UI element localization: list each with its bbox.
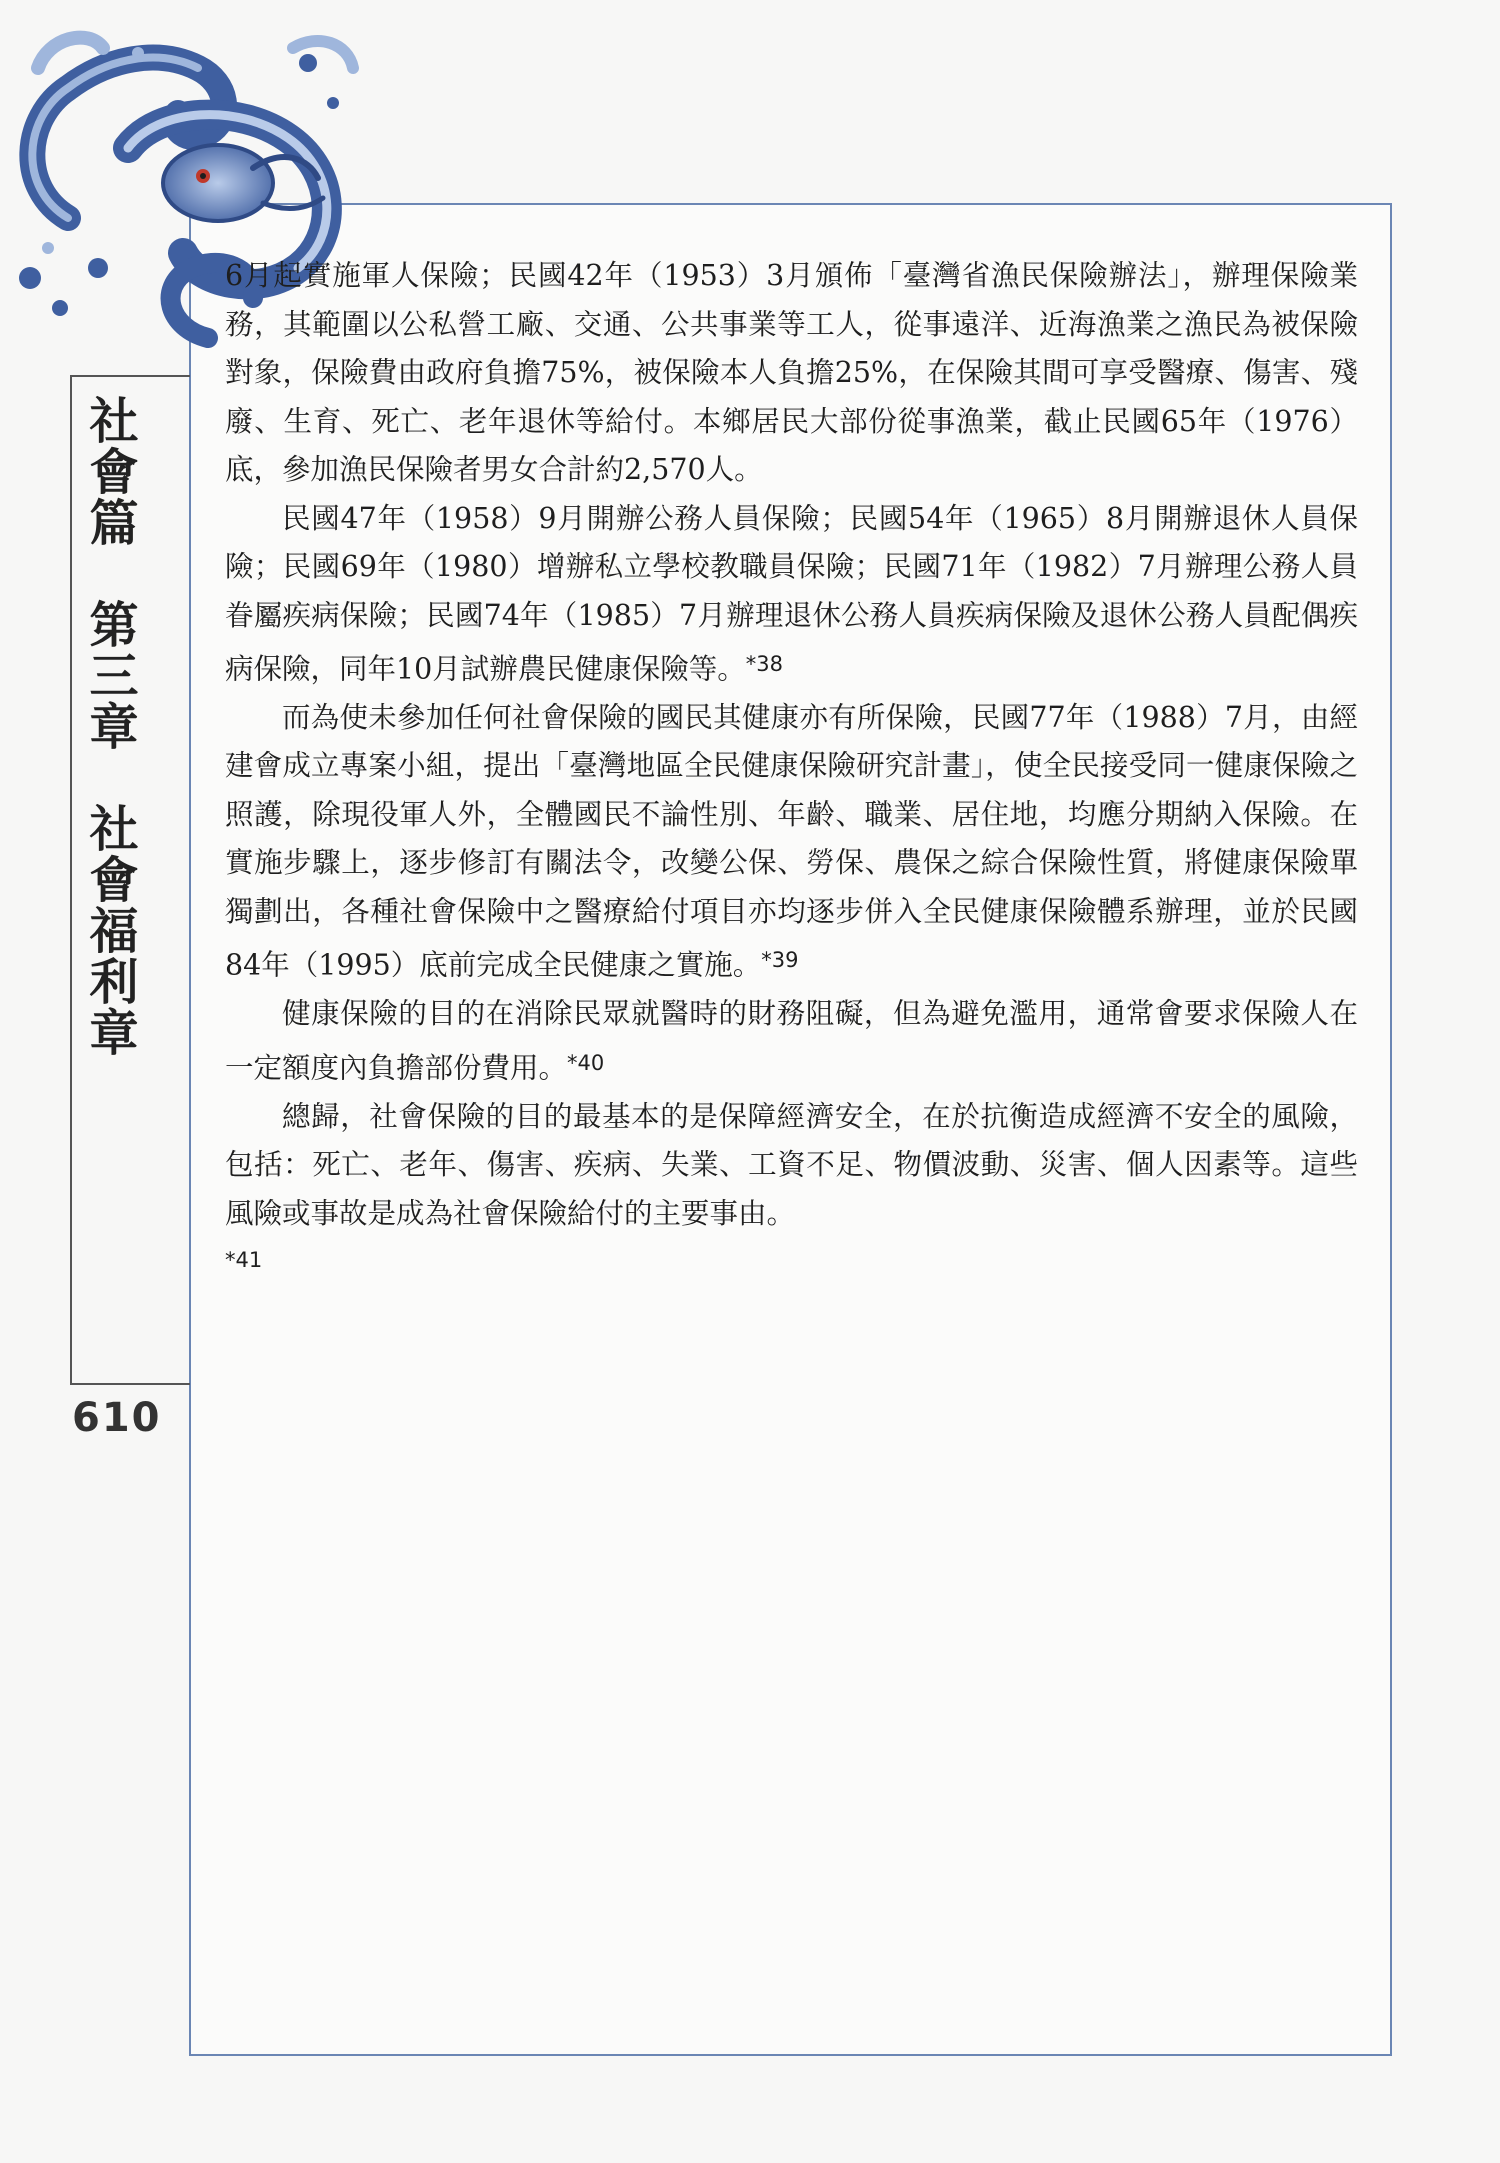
paragraph-text: 健康保險的目的在消除民眾就醫時的財務阻礙，但為避免濫用，通常會要求保險人在一定額度內負擔部份費用。 [225,997,1358,1085]
footnote-marker: *40 [567,1050,605,1075]
chapter-sidebar [70,375,190,1385]
paragraph [225,694,1358,990]
footnote-marker: *41 [225,1248,263,1273]
paragraph [225,495,1358,694]
footnote-marker: *38 [745,652,784,676]
paragraph [225,1093,1358,1239]
paragraph-text: 6月起實施軍人保險；民國42年（1953）3月頒佈「臺灣省漁民保險辦法」，辦理保險業務，其範圍以公私營工廠、交通、公共事業等工人，從事遠洋、近海漁業之漁民為被保險對象，保險費由政府負擔75%，被保險本人負擔25%，在保險其間可享受醫療、傷害、殘廢、生育、死亡、老年退休等給付。本鄉居民大部份從事漁業，截止民國65年（1976）底，參加漁民保險者男女合計約2,570人。 [225,259,1358,486]
footnote-marker: *39 [761,948,799,973]
paragraph-text: 總歸，社會保險的目的最基本的是保障經濟安全，在於抗衡造成經濟不安全的風險，包括：死亡、老年、傷害、疾病、失業、工資不足、物價波動、災害、個人因素等。這些風險或事故是成為社會保險給付的主要事由。 [225,1099,1358,1230]
chapter-title: 社會篇 第三章 社會福利章 [82,395,140,1058]
page-number: 610 [72,1395,162,1441]
paragraph [225,990,1358,1092]
main-text [225,252,1358,1282]
paragraph-text: 而為使未參加任何社會保險的國民其健康亦有所保險，民國77年（1988）7月，由經建會成立專案小組，提出「臺灣地區全民健康保險研究計畫」，使全民接受同一健康保險之照護，除現役軍人外，全體國民不論性別、年齡、職業、居住地，均應分期納入保險。在實施步驟上，逐步修訂有關法令，改變公保、勞保、農保之綜合保險性質，將健康保險單獨劃出，各種社會保險中之醫療給付項目亦均逐步併入全民健康保險體系辦理，並於民國84年（1995）底前完成全民健康之實施。 [225,700,1358,982]
paragraph-text: 民國47年（1958）9月開辦公務人員保險；民國54年（1965）8月開辦退休人員保險；民國69年（1980）增辦私立學校教職員保險；民國71年（1982）7月辦理公務人員眷屬疾病保險；民國74年（1985）7月辦理退休公務人員疾病保險及退休公務人員配偶疾病保險，同年10月試辦農民健康保險等。 [225,501,1358,686]
paragraph [225,252,1358,495]
